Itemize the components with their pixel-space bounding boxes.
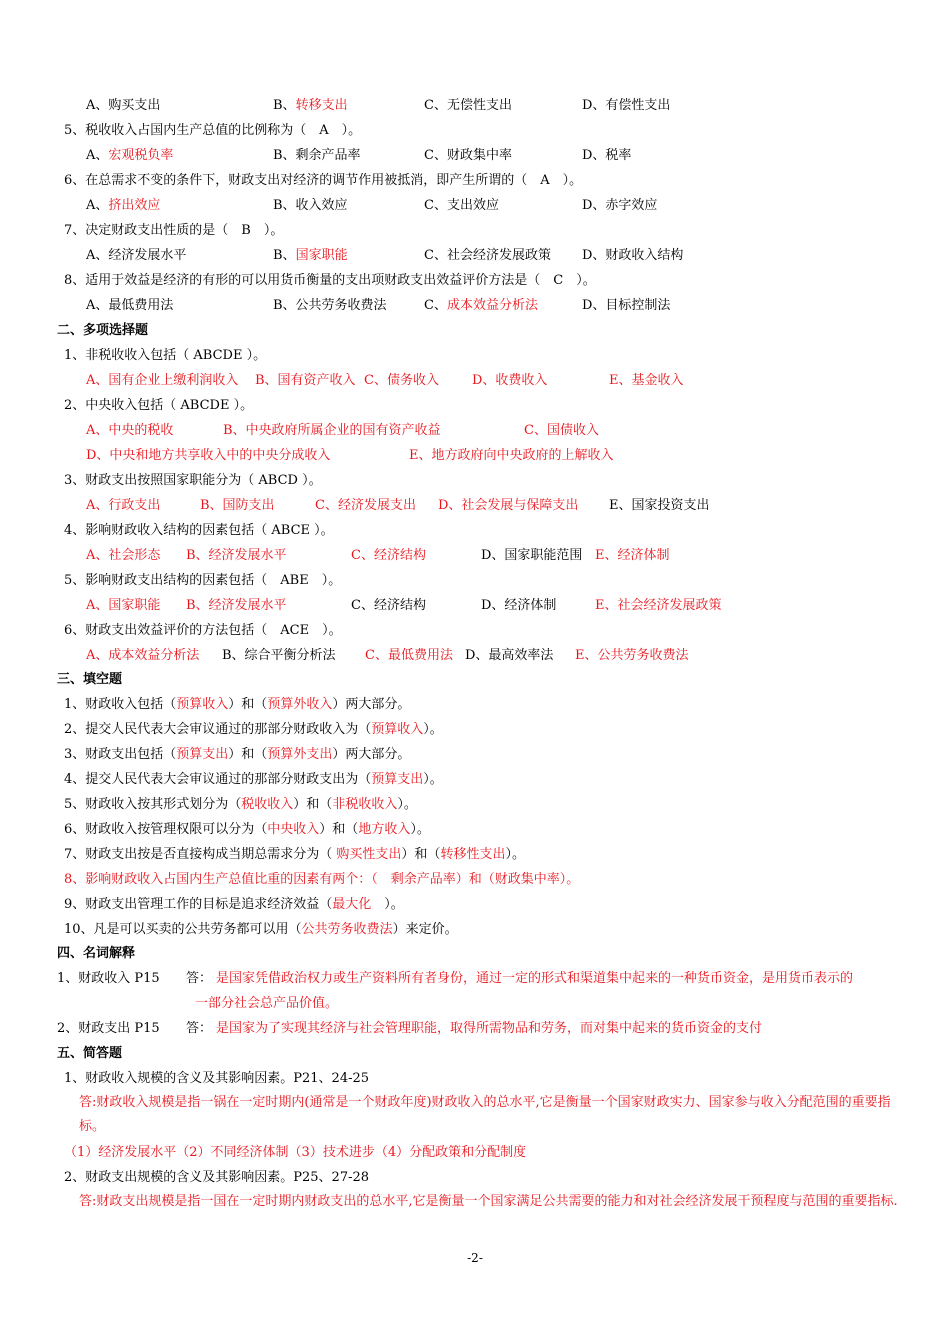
q5-option-c: C、财政集中率 — [424, 148, 512, 163]
fill-9-text-2: ）。 — [371, 897, 404, 912]
m3-option-d: D、社会发展与保障支出 — [438, 498, 579, 513]
fill-7-text-2: ）和（ — [401, 847, 441, 862]
m6-option-c: C、最低费用法 — [365, 648, 453, 663]
fill-2-answer-1: 预算收入 — [371, 722, 424, 737]
fill-6-text-2: ）和（ — [319, 822, 359, 837]
q6-stem: 6、在总需求不变的条件下，财政支出对经济的调节作用被抵消，即产生所谓的（ A ）。 — [64, 173, 583, 188]
fill-1-text-3: ）两大部分。 — [332, 697, 411, 712]
fill-1-text: 1、财政收入包括（ — [64, 697, 177, 712]
m1-option-d: D、收费收入 — [472, 373, 548, 388]
q8-option-a: A、最低费用法 — [86, 298, 174, 313]
m4-stem: 4、影响财政收入结构的因素包括（ ABCE ）。 — [64, 523, 334, 538]
m2-option-e: E、地方政府向中央政府的上解收入 — [409, 448, 614, 463]
fill-7-text: 7、财政支出按是否直接构成当期总需求分为（ — [64, 847, 337, 862]
fill-2-text-2: ）。 — [423, 722, 443, 737]
q8-option-d: D、目标控制法 — [582, 298, 671, 313]
m5-option-b: B、经济发展水平 — [186, 598, 287, 613]
fill-4-text: 4、提交人民代表大会审议通过的那部分财政支出为（ — [64, 772, 372, 787]
fill-5-answer-1: 税收收入 — [241, 797, 294, 812]
q5-option-a: A、宏观税负率 — [86, 148, 174, 163]
fill-10-text-2: ）来定价。 — [392, 922, 458, 937]
fill-6-answer-1: 中央收入 — [267, 822, 320, 837]
short-1-factors: （1）经济发展水平（2）不同经济体制（3）技术进步（4）分配政策和分配制度 — [64, 1145, 527, 1160]
fill-3-text-2: ）和（ — [228, 747, 268, 762]
m1-option-a: A、国有企业上缴利润收入 — [86, 373, 239, 388]
q7-option-c: C、社会经济发展政策 — [424, 248, 551, 263]
q6-option-c: C、支出效应 — [424, 198, 499, 213]
fill-5-text-2: ）和（ — [293, 797, 333, 812]
fill-3-answer-2: 预算外支出 — [267, 747, 333, 762]
fill-5-text: 5、财政收入按其形式划分为（ — [64, 797, 242, 812]
m2-option-b: B、中央政府所属企业的国有资产收益 — [223, 423, 441, 438]
q5-option-d: D、税率 — [582, 148, 632, 163]
section-terms-heading: 四、名词解释 — [57, 946, 136, 961]
fill-3-answer-1: 预算支出 — [176, 747, 229, 762]
fill-6-text: 6、财政收入按管理权限可以分为（ — [64, 822, 268, 837]
section-short-answer-heading: 五、简答题 — [57, 1046, 123, 1061]
fill-2-text: 2、提交人民代表大会审议通过的那部分财政收入为（ — [64, 722, 372, 737]
q5-stem: 5、税收收入占国内生产总值的比例称为（ A ）。 — [64, 123, 362, 138]
m2-option-a: A、中央的税收 — [86, 423, 174, 438]
fill-6-text-3: ）。 — [410, 822, 430, 837]
short-2-answer: 答:财政支出规模是指一国在一定时期内财政支出的总水平,它是衡量一个国家满足公共需要的能力和对社会经济发展干预程度与范围的重要指标. — [79, 1194, 898, 1209]
m3-option-e: E、国家投资支出 — [609, 498, 710, 513]
m3-option-c: C、经济发展支出 — [315, 498, 416, 513]
term-2-name: 2、财政支出 P15 — [57, 1021, 160, 1036]
q7-option-a: A、经济发展水平 — [86, 248, 187, 263]
q4-option-c: C、无偿性支出 — [424, 98, 512, 113]
m2-stem: 2、中央收入包括（ ABCDE ）。 — [64, 398, 254, 413]
m6-option-a: A、成本效益分析法 — [86, 648, 200, 663]
fill-9-answer-1: 最大化 — [332, 897, 372, 912]
section-fill-in-heading: 三、填空题 — [57, 672, 123, 687]
q5-option-b: B、剩余产品率 — [273, 148, 361, 163]
fill-3-text-3: ）两大部分。 — [332, 747, 411, 762]
section-multiple-choice-heading: 二、多项选择题 — [57, 323, 149, 338]
m5-option-c: C、经济结构 — [351, 598, 426, 613]
m5-option-e: E、社会经济发展政策 — [595, 598, 722, 613]
fill-5-answer-2: 非税收收入 — [332, 797, 398, 812]
m4-option-e: E、经济体制 — [595, 548, 670, 563]
fill-1-answer-2: 预算外收入 — [267, 697, 333, 712]
fill-7-text-3: ）。 — [505, 847, 525, 862]
fill-5 — [64, 796, 417, 814]
fill-10-answer-1: 公共劳务收费法 — [301, 922, 393, 937]
m6-option-b: B、综合平衡分析法 — [222, 648, 336, 663]
q6-option-d: D、赤字效应 — [582, 198, 658, 213]
fill-1-answer-1: 预算收入 — [176, 697, 229, 712]
q4-option-a: A、购买支出 — [86, 98, 161, 113]
short-1-answer: 答:财政收入规模是指一锅在一定时期内(通常是一个财政年度)财政收入的总水平,它是衡量一个国家财政实力、国家参与收入分配范围的重要指标。 — [79, 1095, 891, 1134]
m5-option-a: A、国家职能 — [86, 598, 161, 613]
m4-option-a: A、社会形态 — [86, 548, 161, 563]
q8-option-b: B、公共劳务收费法 — [273, 298, 387, 313]
term-1-answer-line-2: 一部分社会总产品价值。 — [195, 996, 339, 1011]
term-2-answer: 是国家为了实现其经济与社会管理职能，取得所需物品和劳务，而对集中起来的货币资金的支付 — [216, 1021, 763, 1036]
fill-3 — [64, 746, 410, 764]
fill-8: 8、影响财政收入占国内生产总值比重的因素有两个：（ 剩余产品率）和（财政集中率）。 — [64, 872, 580, 887]
fill-5-text-3: ）。 — [397, 797, 417, 812]
m2-option-c: C、国债收入 — [524, 423, 599, 438]
m6-option-e: E、公共劳务收费法 — [575, 648, 689, 663]
fill-6-answer-2: 地方收入 — [358, 822, 411, 837]
fill-6 — [64, 821, 430, 839]
term-1-answer-label: 答： — [186, 971, 213, 986]
m5-stem: 5、影响财政支出结构的因素包括（ ABE ）。 — [64, 573, 342, 588]
q4-option-b-text: 转移支出 — [295, 98, 348, 113]
fill-7-answer-2: 转移性支出 — [440, 847, 506, 862]
q4-option-b: B、转移支出 — [273, 98, 348, 113]
term-2-answer-label: 答： — [186, 1021, 213, 1036]
m6-stem: 6、财政支出效益评价的方法包括（ ACE ）。 — [64, 623, 342, 638]
fill-7-answer-1: 购买性支出 — [336, 847, 402, 862]
term-1-name: 1、财政收入 P15 — [57, 971, 160, 986]
m1-option-b: B、国有资产收入 — [255, 373, 356, 388]
m1-option-e: E、基金收入 — [609, 373, 684, 388]
fill-9 — [64, 896, 404, 914]
m5-option-d: D、经济体制 — [481, 598, 557, 613]
m1-option-c: C、债务收入 — [364, 373, 439, 388]
q7-option-b: B、国家职能 — [273, 248, 348, 263]
fill-9-text: 9、财政支出管理工作的目标是追求经济效益（ — [64, 897, 333, 912]
fill-10 — [64, 921, 458, 939]
fill-1 — [64, 696, 410, 714]
fill-3-text: 3、财政支出包括（ — [64, 747, 177, 762]
q4-option-d: D、有偿性支出 — [582, 98, 671, 113]
m3-option-b: B、国防支出 — [200, 498, 275, 513]
m1-stem: 1、非税收收入包括（ ABCDE ）。 — [64, 348, 267, 363]
q8-stem: 8、适用于效益是经济的有形的可以用货币衡量的支出项财政支出效益评价方法是（ C ）。 — [64, 273, 596, 288]
q6-option-b: B、收入效应 — [273, 198, 348, 213]
m4-option-b: B、经济发展水平 — [186, 548, 287, 563]
fill-10-text: 10、凡是可以买卖的公共劳务都可以用（ — [64, 922, 302, 937]
fill-1-text-2: ）和（ — [228, 697, 268, 712]
q8-option-c: C、成本效益分析法 — [424, 298, 538, 313]
q6-option-a: A、挤出效应 — [86, 198, 161, 213]
fill-4 — [64, 771, 443, 789]
fill-2 — [64, 721, 443, 739]
fill-4-answer-1: 预算支出 — [371, 772, 424, 787]
q7-option-d: D、财政收入结构 — [582, 248, 684, 263]
m2-option-d: D、中央和地方共享收入中的中央分成收入 — [86, 448, 331, 463]
short-2-question: 2、财政支出规模的含义及其影响因素。P25、27-28 — [64, 1170, 370, 1185]
fill-4-text-2: ）。 — [423, 772, 443, 787]
m4-option-c: C、经济结构 — [351, 548, 426, 563]
term-1-answer-line-1: 是国家凭借政治权力或生产资料所有者身份，通过一定的形式和渠道集中起来的一种货币资金，是用货币表示的 — [216, 971, 854, 986]
m3-stem: 3、财政支出按照国家职能分为（ ABCD ）。 — [64, 473, 322, 488]
m4-option-d: D、国家职能范围 — [481, 548, 583, 563]
short-1-question: 1、财政收入规模的含义及其影响因素。P21、24-25 — [64, 1071, 370, 1086]
q7-stem: 7、决定财政支出性质的是（ B ）。 — [64, 223, 284, 238]
m6-option-d: D、最高效率法 — [465, 648, 554, 663]
m3-option-a: A、行政支出 — [86, 498, 161, 513]
fill-7 — [64, 846, 525, 864]
page-number: -2- — [467, 1251, 483, 1265]
